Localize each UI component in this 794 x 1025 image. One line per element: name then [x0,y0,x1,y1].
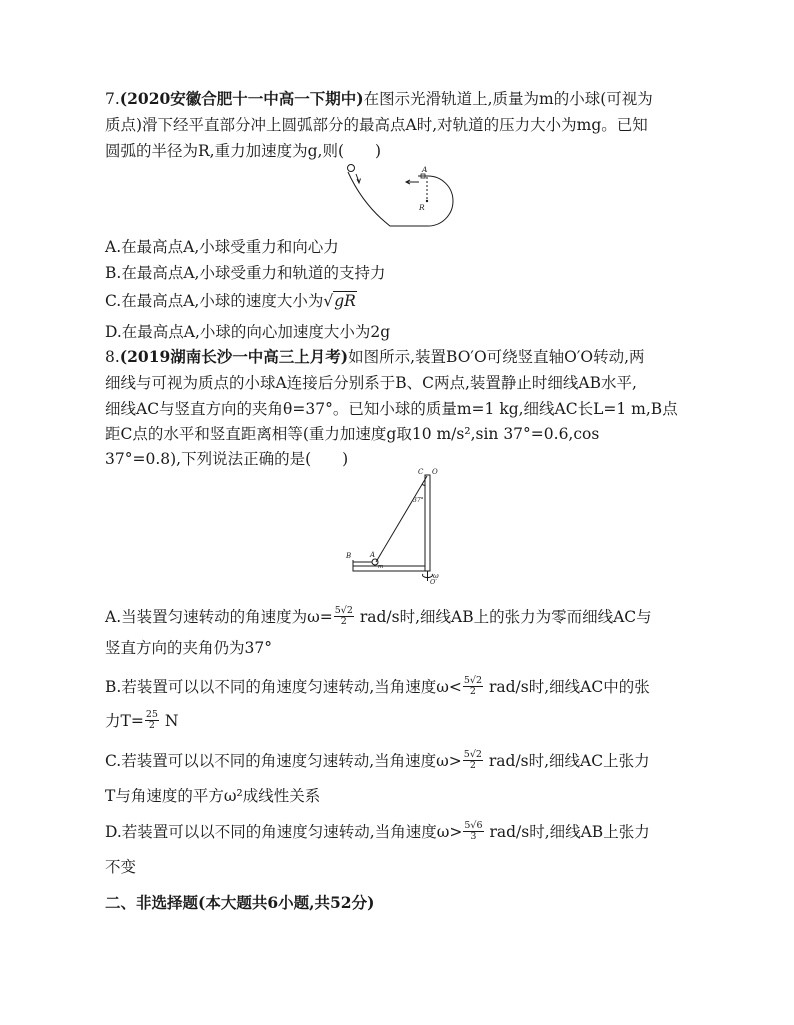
q8-option-b-line-2 [105,710,178,733]
q7-sqrt-expr: √gR [323,292,356,310]
q7-figure [335,160,465,232]
frac-num-radicand: 2 [475,748,482,760]
q8-label-c: C [418,468,424,476]
q8-option-d-line-1 [105,821,650,844]
q8-option-c-fraction: $\frac{5√2}{2}$ [463,748,482,771]
q8-figure [340,466,450,584]
q8-option-a-fraction: $\frac{5√2}{2}$ [334,604,353,627]
q8-line-3: 细线AC与竖直方向的夹角θ=37°。已知小球的质量m=1 kg,细线AC长L=1 m,B点 [105,400,678,418]
q8-label-o-prime: O′ [430,578,437,584]
q7-option-c-text: C.在最高点A,小球的速度大小为 [105,292,324,310]
q7-sqrt-radicand: gR [334,292,356,310]
q8-option-d-text-2: rad/s时,细线AB上张力 [484,823,650,841]
q8-option-a-text: A.当装置匀速转动的角速度为ω= [105,608,333,626]
q8-line-5: 37°=0.8),下列说法正确的是( ) [105,450,349,468]
q8-option-d-fraction: $\frac{5√6}{3}$ [464,819,483,842]
q8-label-o: O [432,468,438,476]
q8-option-b-fraction: $\frac{5√2}{2}$ [463,674,483,697]
frac-den: 2 [340,615,347,627]
q7-center-point [426,200,428,202]
frac-den: 2 [469,685,476,697]
q8-string-ac [376,476,427,562]
frac-den: 2 [148,719,155,731]
q7-option-d: D.在最高点A,小球的向心加速度大小为2g [105,323,391,341]
frac-num-coef: 5 [464,819,471,831]
q8-option-c-text: C.若装置可以以不同的角速度匀速转动,当角速度ω> [105,752,462,770]
q8-option-d-text: D.若装置可以以不同的角速度匀速转动,当角速度ω> [105,823,463,841]
q8-label-a: A [370,551,376,559]
q8-option-c-line-2: T与角速度的平方ω²成线性关系 [105,787,321,805]
q7-line-2: 质点)滑下经平直部分冲上圆弧部分的最高点A时,对轨道的压力大小为mg。已知 [105,116,648,134]
q8-option-b-text: B.若装置可以以不同的角速度匀速转动,当角速度ω< [105,678,462,696]
frac-den: 2 [469,759,476,771]
q8-horizontal-bar [353,566,425,571]
frac-num-coef: 5 [334,604,341,616]
q7-line-1 [105,88,653,110]
frac-num-coef: 5 [463,748,470,760]
q8-option-a-line-2: 竖直方向的夹角仍为37° [105,639,272,657]
q8-option-c-line-1 [105,750,650,773]
q8-option-b-unit: N [159,712,179,730]
q8-number: 8. [105,348,120,366]
q8-vertical-rod [425,475,430,571]
q7-option-c [105,290,357,312]
q8-option-d-line-2: 不变 [105,858,137,876]
q8-option-c-text-2: rad/s时,细线AC上张力 [483,752,650,770]
q7-label-a: A [422,165,428,174]
frac-num-radicand: 2 [346,604,353,616]
q8-line-4: 距C点的水平和竖直距离相等(重力加速度g取10 m/s²,sin 37°=0.6,cos [105,425,600,443]
q7-source: (2020安徽合肥十一中高一下期中) [119,89,364,108]
q8-option-a-text-2: rad/s时,细线AB上的张力为零而细线AC与 [354,608,652,626]
q8-line-1 [105,346,645,368]
q7-number: 7. [105,90,120,108]
q8-option-b-text-3: 力T= [105,712,144,730]
q7-option-a: A.在最高点A,小球受重力和向心力 [105,238,339,256]
q8-option-a-line-1 [105,606,652,629]
q8-line-2: 细线与可视为质点的小球A连接后分别系于B、C两点,装置静止时细线AB水平, [105,374,637,392]
section-2-heading: 二、非选择题(本大题共6小题,共52分) [105,893,375,912]
q8-text-1: 如图所示,装置BO′O可绕竖直轴O′O转动,两 [348,348,645,366]
frac-den: 3 [470,830,477,842]
frac-num-coef: 5 [463,674,470,686]
q7-option-b: B.在最高点A,小球受重力和轨道的支持力 [105,264,386,282]
q8-source: (2019湖南长沙一中高三上月考) [119,347,349,366]
q8-option-b-tension-fraction [145,710,159,731]
q7-text-1: 在图示光滑轨道上,质量为m的小球(可视为 [363,90,653,108]
q8-label-angle: 37° [413,497,424,504]
frac-num-radicand: 2 [475,674,483,686]
q8-label-omega: ω [433,572,439,580]
frac-num: 25 [145,708,158,720]
q7-track [348,172,453,226]
q7-ball [348,165,355,172]
q8-option-b-line-1 [105,676,650,699]
q8-label-b: B [346,552,352,560]
frac-num-radicand: 6 [476,819,483,831]
q7-label-r: R [419,203,425,212]
q8-label-m: m [378,564,384,570]
q8-option-b-text-2: rad/s时,细线AC中的张 [484,678,650,696]
q7-line-3: 圆弧的半径为R,重力加速度为g,则( ) [105,142,382,160]
